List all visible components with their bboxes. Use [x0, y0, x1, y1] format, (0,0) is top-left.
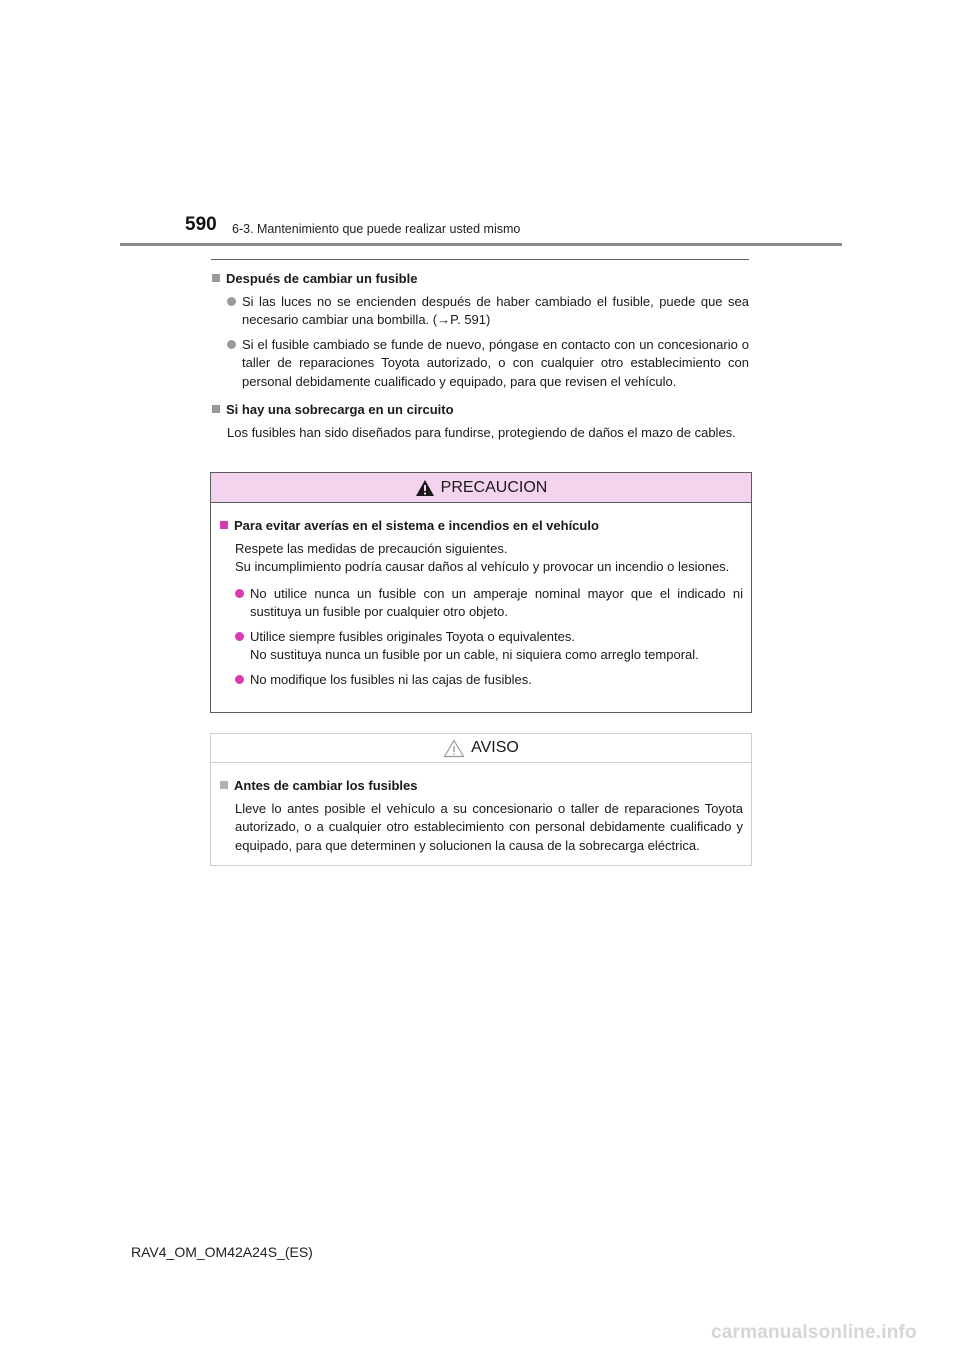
circle-bullet-icon: [227, 297, 236, 306]
list-item: Si el fusible cambiado se funde de nuevo, póngase en contacto con un concesionario o taller de reparaciones Toyota autorizado, o con cualquier otro establecimiento con personal debidamente cualificado y equipado, para que revisen el vehículo.: [227, 336, 749, 392]
caution-intro: Su incumplimiento podría causar daños al vehículo y provocar un incendio o lesiones.: [235, 559, 730, 574]
caution-body: [211, 503, 751, 689]
section-paragraph: Los fusibles han sido diseñados para fundirse, protegiendo de daños el mazo de cables.: [227, 424, 736, 440]
header-rule: [120, 243, 842, 246]
section-header-title: 6-3. Mantenimiento que puede realizar usted mismo: [232, 222, 521, 236]
caution-header: [211, 473, 751, 503]
list-item: No utilice nunca un fusible con un amperaje nominal mayor que el indicado ni sustituya un fusible por cualquier otro objeto.: [235, 585, 743, 622]
square-bullet-icon: [212, 405, 220, 413]
circle-bullet-icon: [235, 632, 244, 641]
square-bullet-icon: [212, 274, 220, 282]
caution-intro: Respete las medidas de precaución siguientes.: [235, 540, 508, 556]
circle-bullet-icon: [235, 589, 244, 598]
list-item: Utilice siempre fusibles originales Toyota o equivalentes. No sustituya nunca un fusible por un cable, ni siquiera como arreglo temporal.: [235, 628, 743, 665]
square-bullet-icon: [220, 521, 228, 529]
notice-paragraph: Lleve lo antes posible el vehículo a su concesionario o taller de reparaciones Toyota autorizado, o a cualquier otro establecimiento con personal debidamente cualificado y equipado, para que determinen y solucionen la causa de la sobrecarga eléctrica.: [235, 800, 743, 853]
notice-box: [210, 733, 752, 866]
watermark-text: carmanualsonline.info: [711, 1322, 917, 1343]
caution-box: [210, 472, 752, 713]
content-top-rule: [211, 259, 749, 260]
caution-heading: Para evitar averías en el sistema e incendios en el vehículo: [219, 517, 743, 536]
page-number: 590: [185, 214, 217, 235]
notice-label: AVISO: [471, 739, 519, 756]
list-item: No modifique los fusibles ni las cajas de fusibles.: [235, 671, 743, 690]
notice-triangle-icon: [443, 739, 465, 758]
notice-header: [211, 734, 751, 763]
notice-body: [211, 763, 751, 855]
list-item: Si las luces no se encienden después de haber cambiado el fusible, puede que sea necesario cambiar una bombilla. (→P. 591): [227, 293, 749, 330]
circle-bullet-icon: [235, 675, 244, 684]
section-heading: Si hay una sobrecarga en un circuito: [211, 401, 749, 420]
square-bullet-icon: [220, 781, 228, 789]
section-heading: Después de cambiar un fusible: [211, 270, 749, 289]
caution-label: PRECAUCION: [440, 478, 548, 496]
notice-heading: Antes de cambiar los fusibles: [219, 777, 743, 796]
warning-triangle-icon: [415, 479, 435, 497]
circle-bullet-icon: [227, 340, 236, 349]
main-content: [211, 270, 749, 448]
document-code: RAV4_OM_OM42A24S_(ES): [131, 1244, 313, 1260]
